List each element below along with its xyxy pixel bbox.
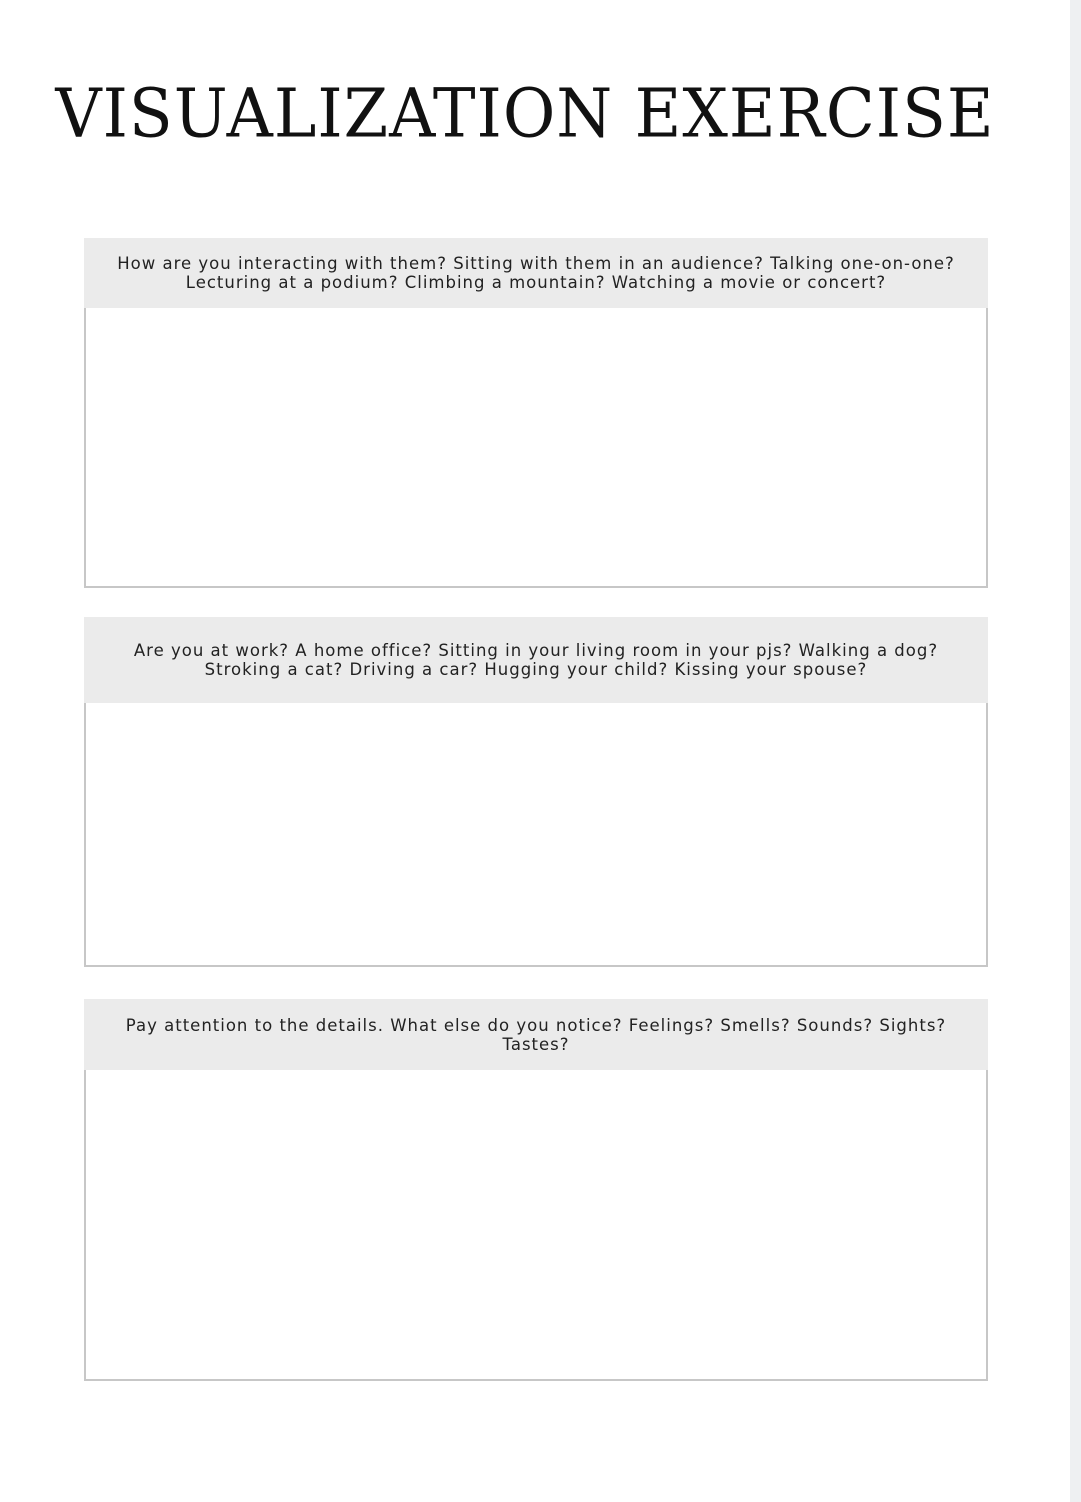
exercise-section-3: [84, 999, 988, 1381]
answer-box-3[interactable]: [84, 1070, 988, 1381]
exercise-section-2: [84, 617, 988, 967]
page-title: VISUALIZATION EXERCISE: [55, 74, 995, 154]
prompt-header-1: [84, 238, 988, 308]
prompt-header-2: [84, 617, 988, 703]
prompt-text-1: How are you interacting with them? Sitting with them in an audience? Talking one-on-one? Lecturing at a podium? Climbing a mountain? Watching a movie or concert?: [117, 254, 955, 292]
prompt-header-3: [84, 999, 988, 1070]
answer-box-1[interactable]: [84, 308, 988, 588]
exercise-section-1: [84, 238, 988, 588]
page-edge: [1070, 0, 1081, 1502]
prompt-text-3: Pay attention to the details. What else do you notice? Feelings? Smells? Sounds? Sights? Tastes?: [125, 1015, 947, 1054]
answer-box-2[interactable]: [84, 703, 988, 967]
prompt-text-2: Are you at work? A home office? Sitting in your living room in your pjs? Walking a dog? Stroking a cat? Driving a car? Hugging your child? Kissing your spouse?: [133, 641, 939, 679]
